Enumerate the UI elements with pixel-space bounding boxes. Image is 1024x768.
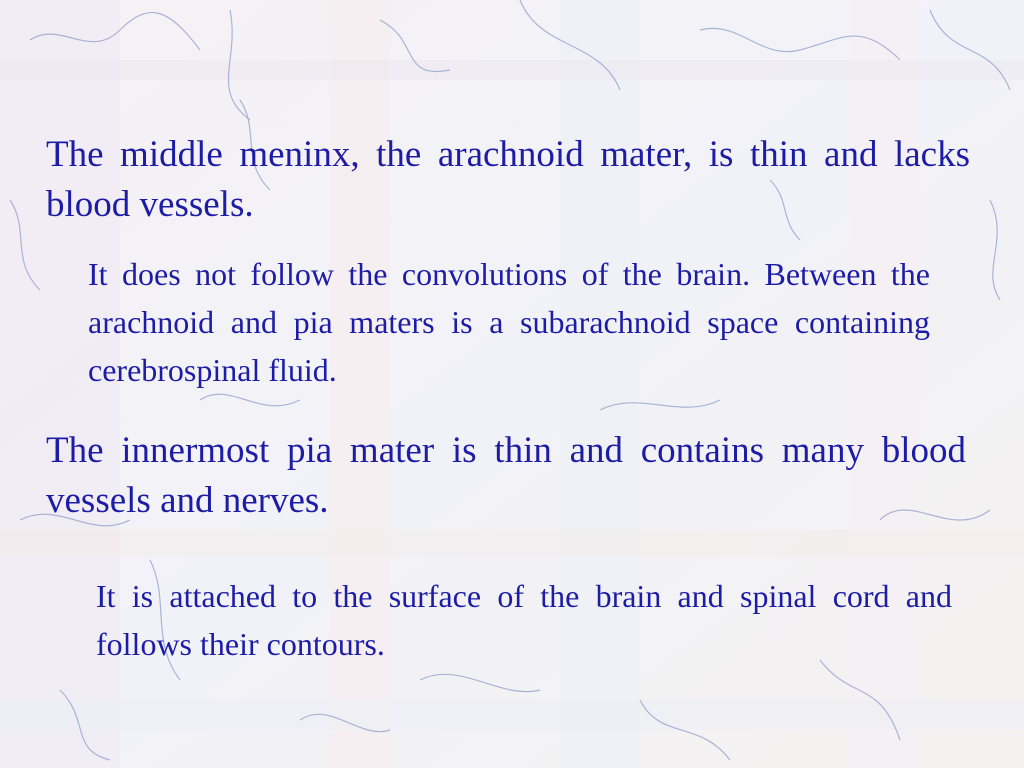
paragraph-pia-mater: The innermost pia mater is thin and contains many blood vessels and nerves. (46, 430, 966, 521)
paragraph-arachnoid-details: It does not follow the convolutions of the brain. Between the arachnoid and pia maters is a subarachnoid space containing cerebrospinal fluid. (88, 256, 930, 388)
paragraph-pia-mater-details: It is attached to the surface of the brain and spinal cord and follows their contours. (96, 578, 952, 662)
paragraph-arachnoid-mater: The middle meninx, the arachnoid mater, is thin and lacks blood vessels. (46, 134, 970, 225)
